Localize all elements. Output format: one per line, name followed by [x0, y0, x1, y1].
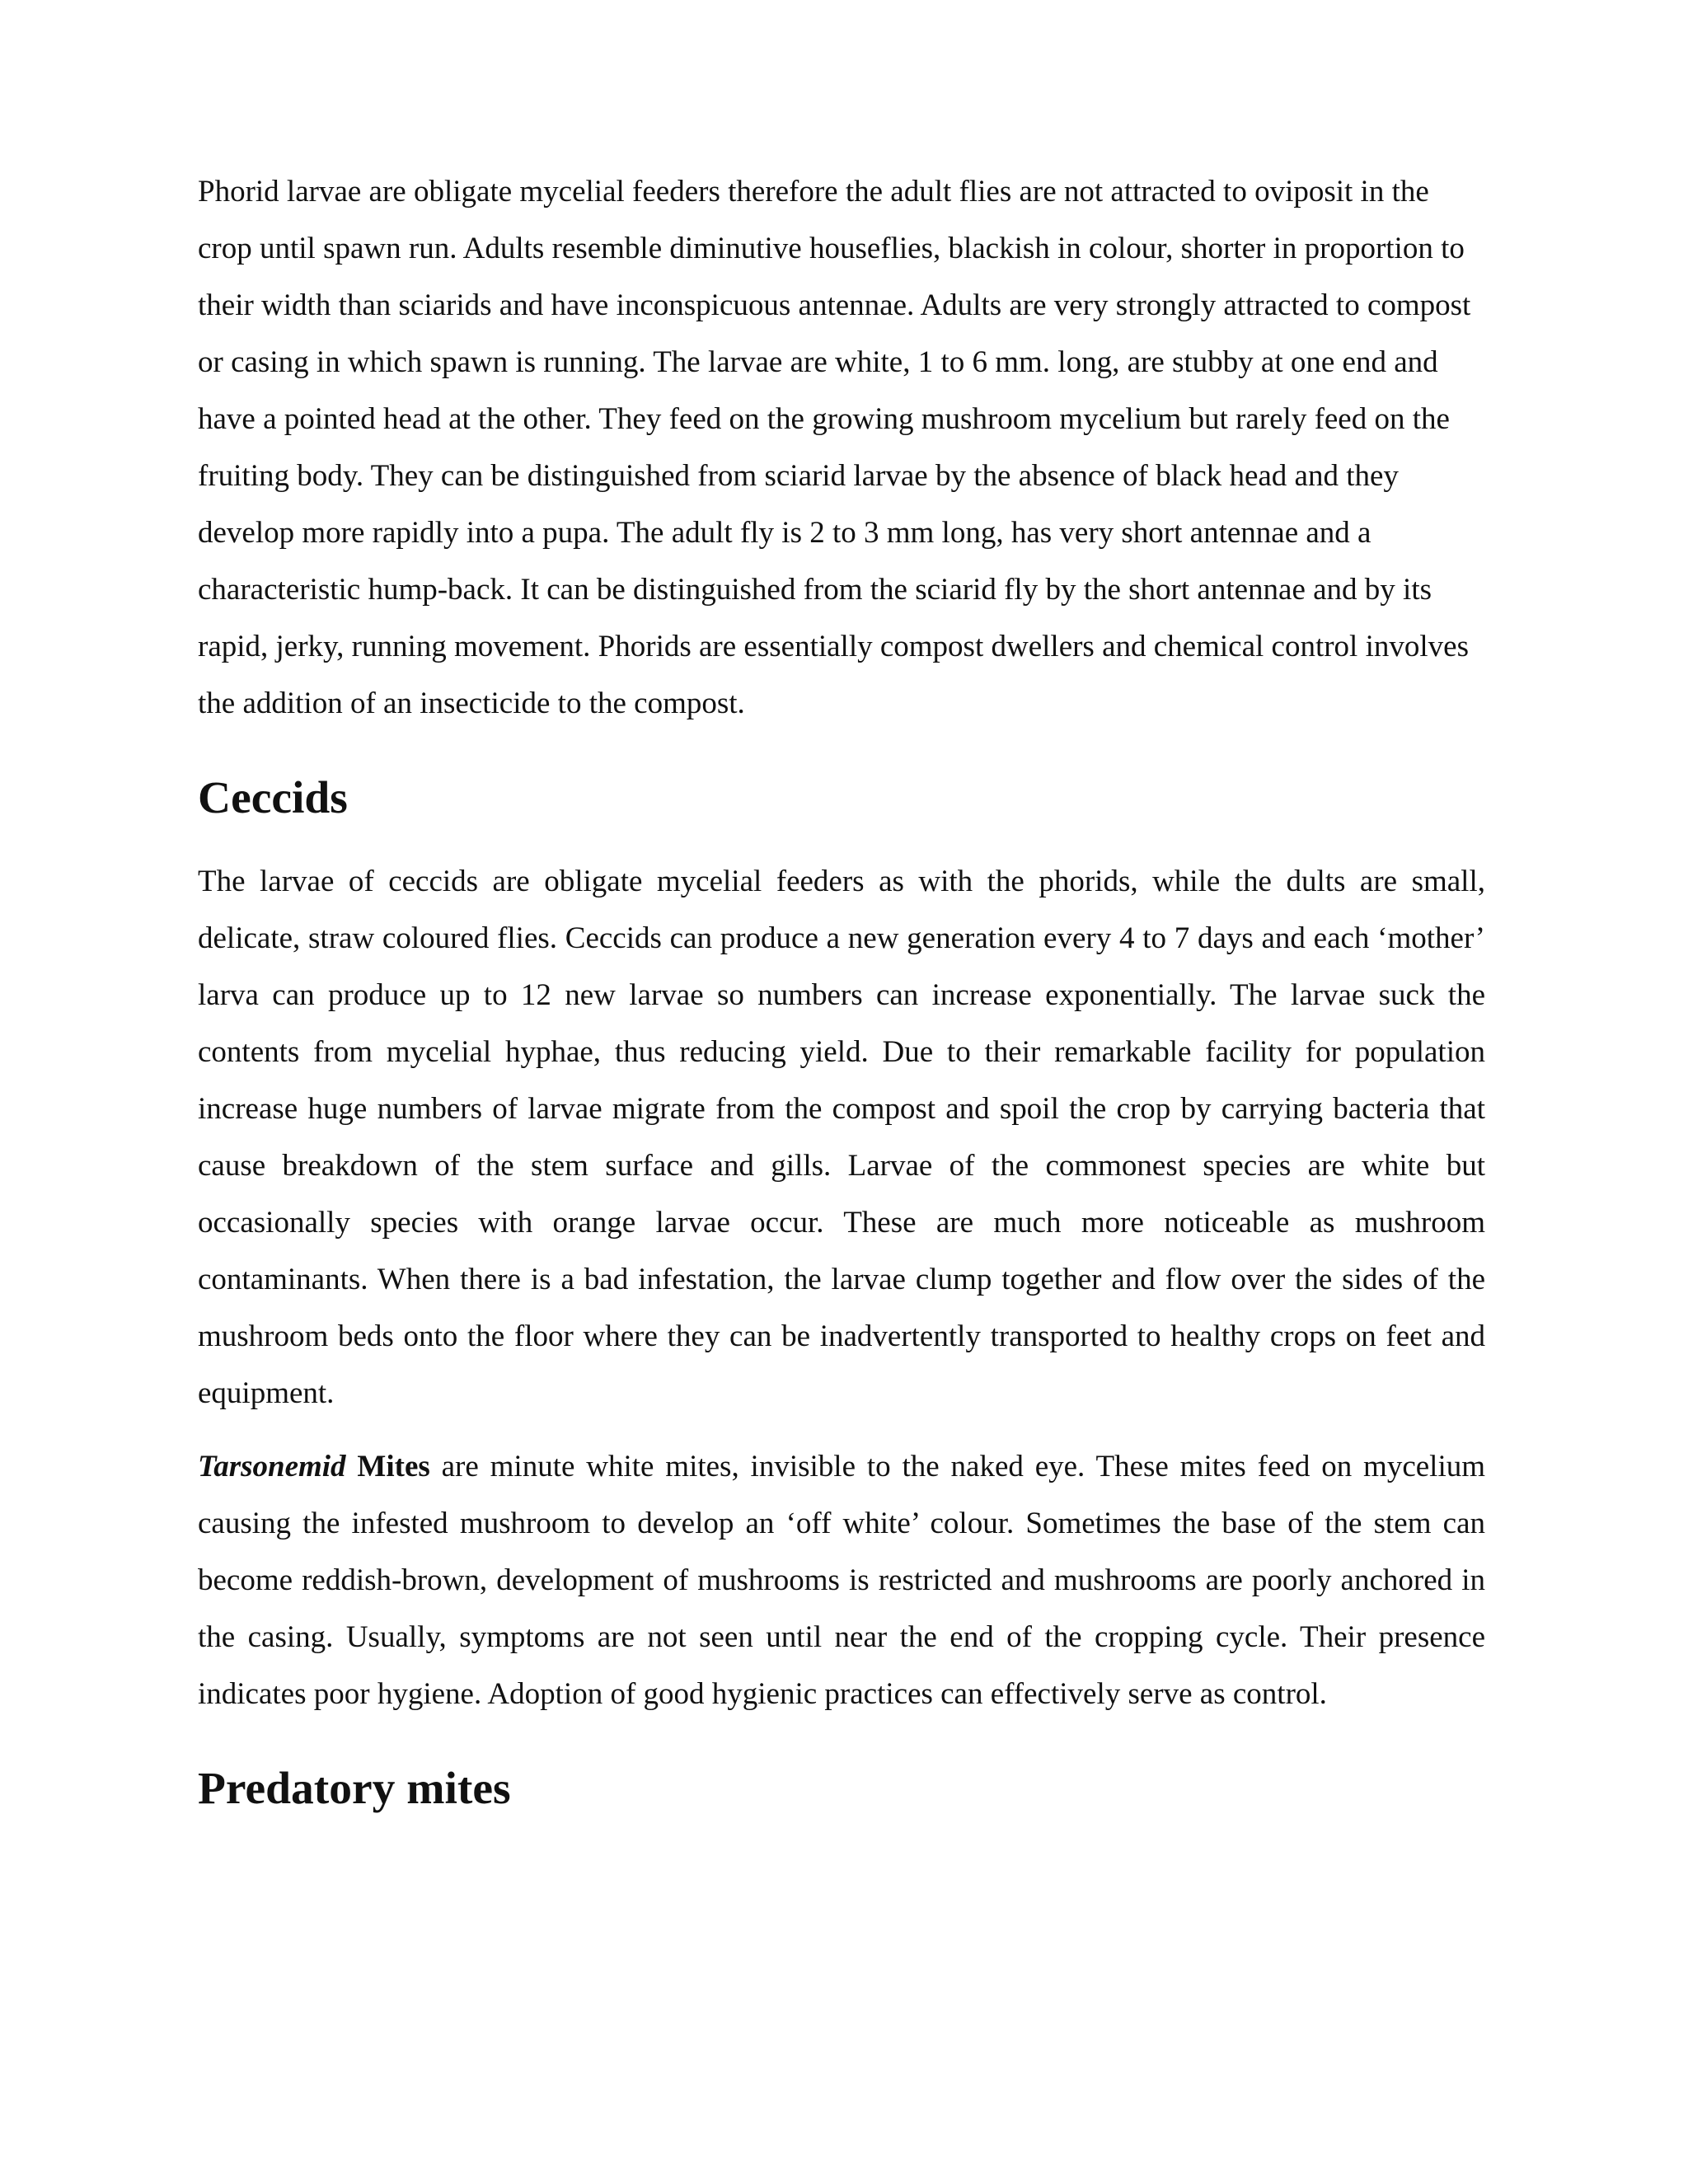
tarsonemid-paragraph	[198, 1438, 1485, 1722]
tarsonemid-text: are minute white mites, invisible to the naked eye. These mites feed on mycelium causing the infested mushroom to develop an ‘off white’ colour. Sometimes the base of the stem can become reddish-brown, development of mushrooms is restricted and mushrooms are poorly anchored in the casing. Usually, symptoms are not seen until near the end of the cropping cycle. Their presence indicates poor hygiene. Adoption of good hygienic practices can effectively serve as control.	[198, 1450, 1486, 1711]
mites-term: Mites	[357, 1450, 430, 1483]
ceccids-paragraph: The larvae of ceccids are obligate mycelial feeders as with the phorids, while the dults are small, delicate, straw coloured flies. Ceccids can produce a new generation every 4 to 7 days and each ‘mother’ larva can produce up to 12 new larvae so numbers can increase exponentially. The larvae suck the contents from mycelial hyphae, thus reducing yield. Due to their remarkable facility for population increase huge numbers of larvae migrate from the compost and spoil the crop by carrying bacteria that cause breakdown of the stem surface and gills. Larvae of the commonest species are white but occasionally species with orange larvae occur. These are much more noticeable as mushroom contaminants. When there is a bad infestation, the larvae clump together and flow over the sides of the mushroom beds onto the floor where they can be inadvertently transported to healthy crops on feet and equipment.	[198, 865, 1485, 1410]
phorid-paragraph: Phorid larvae are obligate mycelial feeders therefore the adult flies are not attracted to oviposit in the crop until spawn run. Adults resemble diminutive houseflies, blackish in colour, shorter in proportion to their width than sciarids and have inconspicuous antennae. Adults are very strongly attracted to compost or casing in which spawn is running. The larvae are white, 1 to 6 mm. long, are stubby at one end and have a pointed head at the other. They feed on the growing mushroom mycelium but rarely feed on the fruiting body. They can be distinguished from sciarid larvae by the absence of black head and they develop more rapidly into a pupa. The adult fly is 2 to 3 mm long, has very short antennae and a characteristic hump-back. It can be distinguished from the sciarid fly by the short antennae and by its rapid, jerky, running movement. Phorids are essentially compost dwellers and chemical control involves the addition of an insecticide to the compost.	[198, 175, 1471, 720]
ceccids-heading: Ceccids	[198, 773, 348, 823]
predatory-mites-heading: Predatory mites	[198, 1764, 511, 1814]
document-page	[198, 163, 1485, 1817]
tarsonemid-term: Tarsonemid	[198, 1450, 346, 1483]
